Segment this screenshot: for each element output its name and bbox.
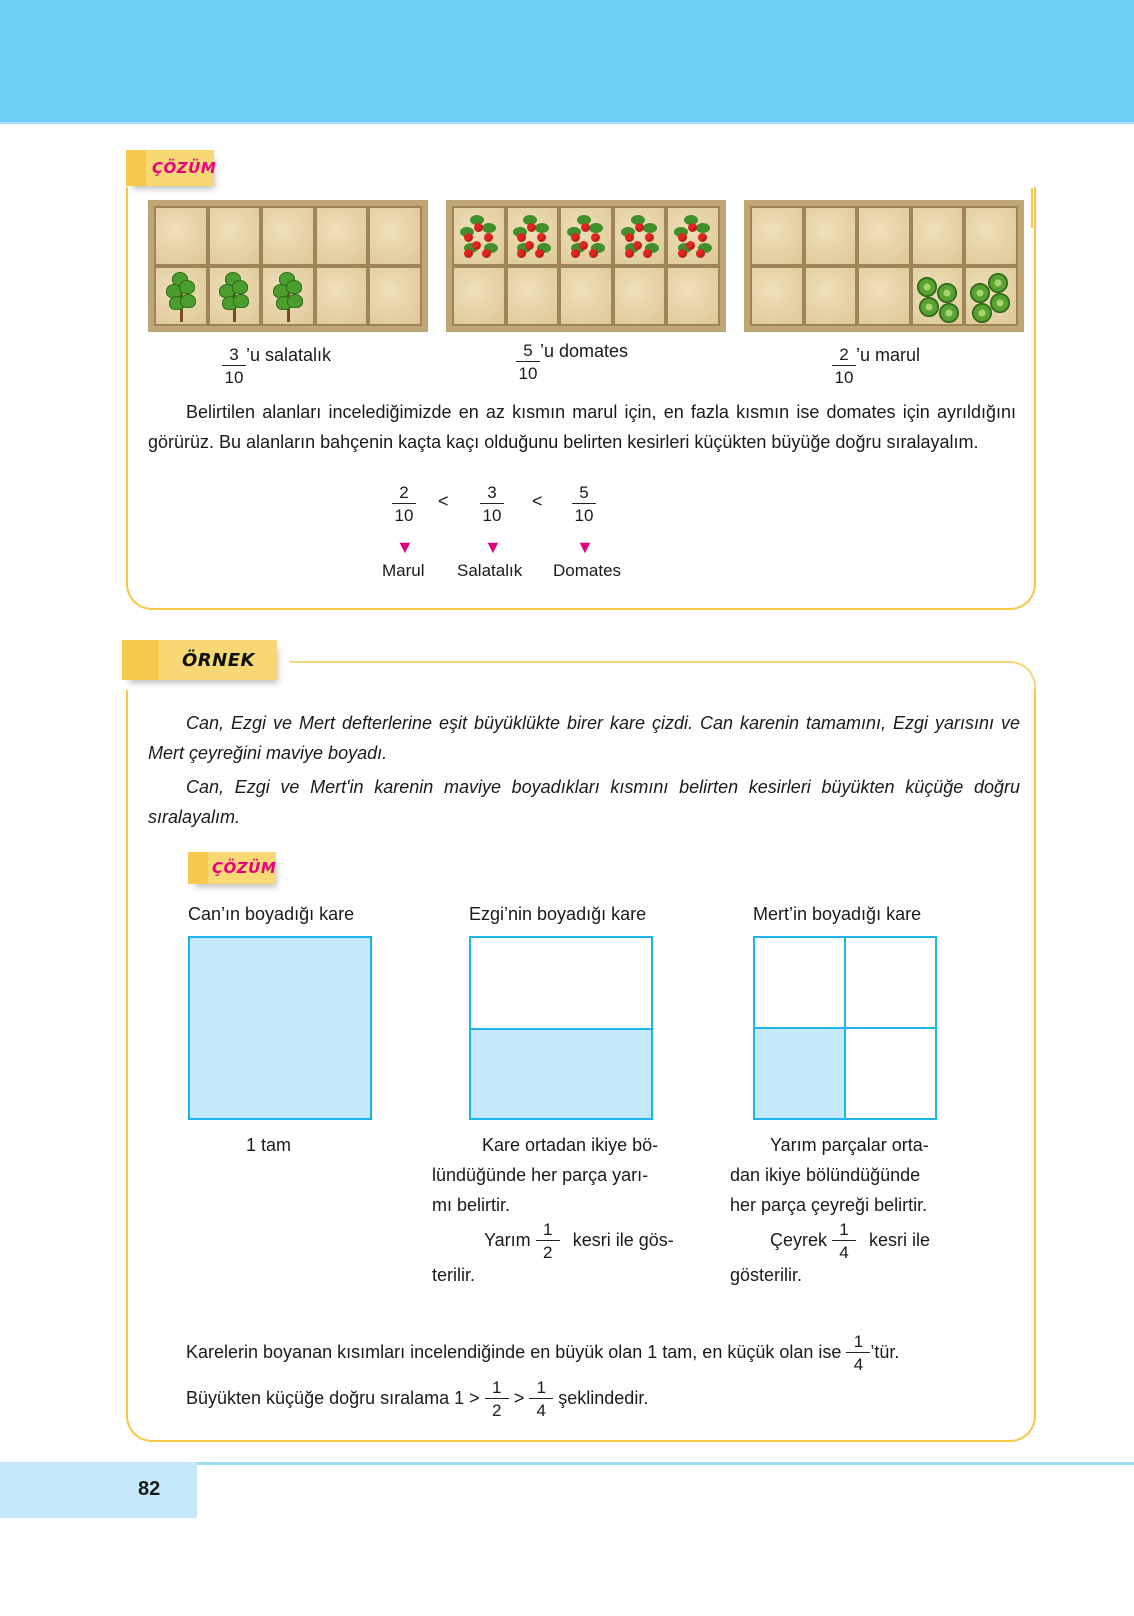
- garden-lettuce: [744, 200, 1024, 332]
- conclusion-line-1: Karelerin boyanan kısımları incelendiğinde en büyük olan 1 tam, en küçük olan ise $\frac{1}{4}$ ’tür.: [186, 1332, 900, 1375]
- square-ezgi-half: [469, 936, 653, 1120]
- tomato-plant-icon: [672, 213, 714, 259]
- solution-tag: [126, 150, 217, 186]
- label-salatalik: Salatalık: [457, 561, 523, 580]
- cucumber-plant-icon: [273, 270, 303, 322]
- square-title-ezgi: Ezgi’nin boyadığı kare: [469, 904, 647, 924]
- square-title-mert: Mert’in boyadığı kare: [753, 904, 922, 924]
- down-arrow-icon: ▼: [576, 537, 594, 557]
- fraction: $\frac{1}{2}$: [485, 1379, 509, 1419]
- fraction: $\frac{1}{4}$: [529, 1379, 553, 1419]
- example-paragraph-2: Can, Ezgi ve Mert'in karenin maviye boyadıkları kısmını belirten kesirleri büyükten küçüğe doğru sıralayalım.: [148, 777, 1020, 827]
- panel-top-right-edge: [1031, 188, 1034, 228]
- tomato-plant-icon: [619, 213, 661, 259]
- fraction: $\frac{5}{10}$: [516, 342, 540, 382]
- tomato-plant-icon: [458, 213, 500, 259]
- label-marul: Marul: [382, 561, 425, 580]
- less-than-sign: <: [532, 491, 543, 511]
- down-arrow-icon: ▼: [484, 537, 502, 557]
- tomato-plant-icon: [511, 213, 553, 259]
- solution-tag-label: ÇÖZÜM: [152, 159, 217, 177]
- less-than-sign: <: [438, 491, 449, 511]
- caption-can: 1 tam: [246, 1135, 292, 1155]
- square-title-can: Can’ın boyadığı kare: [188, 904, 355, 924]
- example-paragraph-1: Can, Ezgi ve Mert defterlerine eşit büyüklükte birer kare çizdi. Can karenin tamamını, Ezgi yarısını ve Mert çeyreğini maviye boyadı.: [148, 713, 1020, 763]
- footer-page-tab: [0, 1462, 197, 1518]
- down-arrow-icon: ▼: [396, 537, 414, 557]
- example-panel-left-edge: [126, 690, 128, 710]
- cucumber-plant-icon: [166, 270, 196, 322]
- explanation-mert: Yarım parçalar orta- dan ikiye bölündüğünde her parça çeyreği belirtir. Çeyrek $\frac{1}{4}$ kesri ile gösterilir.: [730, 1135, 931, 1285]
- cucumber-plant-icon: [219, 270, 249, 322]
- fraction: $\frac{1}{4}$: [832, 1221, 856, 1261]
- fraction: $\frac{3}{10}$: [480, 484, 504, 524]
- square-mert-quarter: [753, 936, 937, 1120]
- caption-cucumber: $\frac{3}{10}$ ’u salatalık: [222, 346, 331, 386]
- garden-tomato: [446, 200, 726, 332]
- lettuce-icon: [915, 273, 961, 319]
- label-domates: Domates: [553, 561, 622, 580]
- explanation-ezgi: Kare ortadan ikiye bö- lündüğünde her parça yarı- mı belirtir. Yarım $\frac{1}{2}$ kesri ile gös- terilir.: [432, 1135, 674, 1285]
- fraction: $\frac{3}{10}$: [222, 346, 246, 386]
- caption-lettuce: $\frac{2}{10}$ ’u marul: [832, 346, 920, 386]
- footer-rule: [197, 1462, 1134, 1465]
- header-band: [0, 0, 1134, 124]
- fraction: $\frac{2}{10}$: [832, 346, 856, 386]
- fraction: $\frac{2}{10}$: [392, 484, 416, 524]
- solution-paragraph: Belirtilen alanları incelediğimizde en az kısmın marul için, en fazla kısmın ise domates için ayrıldığını görürüz. Bu alanların bahçenin kaçta kaçı olduğunu belirten kesirleri küçükten büyüğe doğru sıralayalım.: [148, 402, 1016, 452]
- conclusion-line-2: Büyükten küçüğe doğru sıralama 1 > $\frac{1}{2}$ > $\frac{1}{4}$ şeklindedir.: [186, 1378, 649, 1421]
- example-tag: [122, 640, 277, 680]
- square-can-whole: [188, 936, 372, 1120]
- caption-tomato: $\frac{5}{10}$ ’u domates: [516, 342, 628, 382]
- garden-cucumber: [148, 200, 428, 332]
- tomato-plant-icon: [565, 213, 607, 259]
- solution-tag-2: [188, 852, 276, 884]
- solution-tag-label: ÇÖZÜM: [212, 859, 277, 877]
- page-number: 82: [138, 1478, 161, 1500]
- example-tag-label: ÖRNEK: [182, 649, 255, 671]
- fraction: $\frac{1}{2}$: [536, 1221, 560, 1261]
- fraction: $\frac{1}{4}$: [846, 1333, 870, 1373]
- lettuce-icon: [968, 273, 1014, 319]
- fraction: $\frac{5}{10}$: [572, 484, 596, 524]
